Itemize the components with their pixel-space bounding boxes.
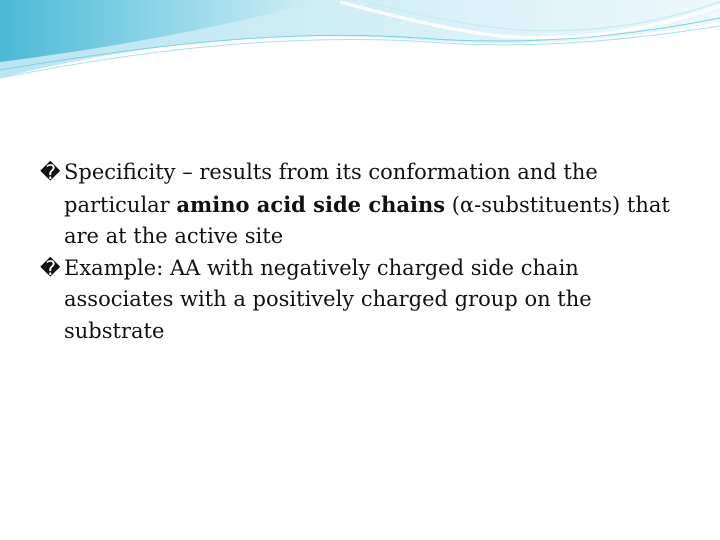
bullet-text: Example: AA with negatively charged side chain associates with a positively charged group on the substrate <box>64 255 592 343</box>
bullet-item-example <box>40 253 680 348</box>
header-wave-decoration <box>0 0 720 90</box>
bullet-icon: � <box>40 160 61 184</box>
bullet-text-bold: amino acid side chains <box>176 191 446 217</box>
slide-body <box>40 157 680 347</box>
bullet-icon: � <box>40 255 61 280</box>
bullet-item-specificity <box>40 157 680 253</box>
bullet-text-part: (α-substituents) that are at the active site <box>64 192 670 248</box>
bullet-text-part: Specificity – results from its conformation and the particular <box>64 160 598 217</box>
